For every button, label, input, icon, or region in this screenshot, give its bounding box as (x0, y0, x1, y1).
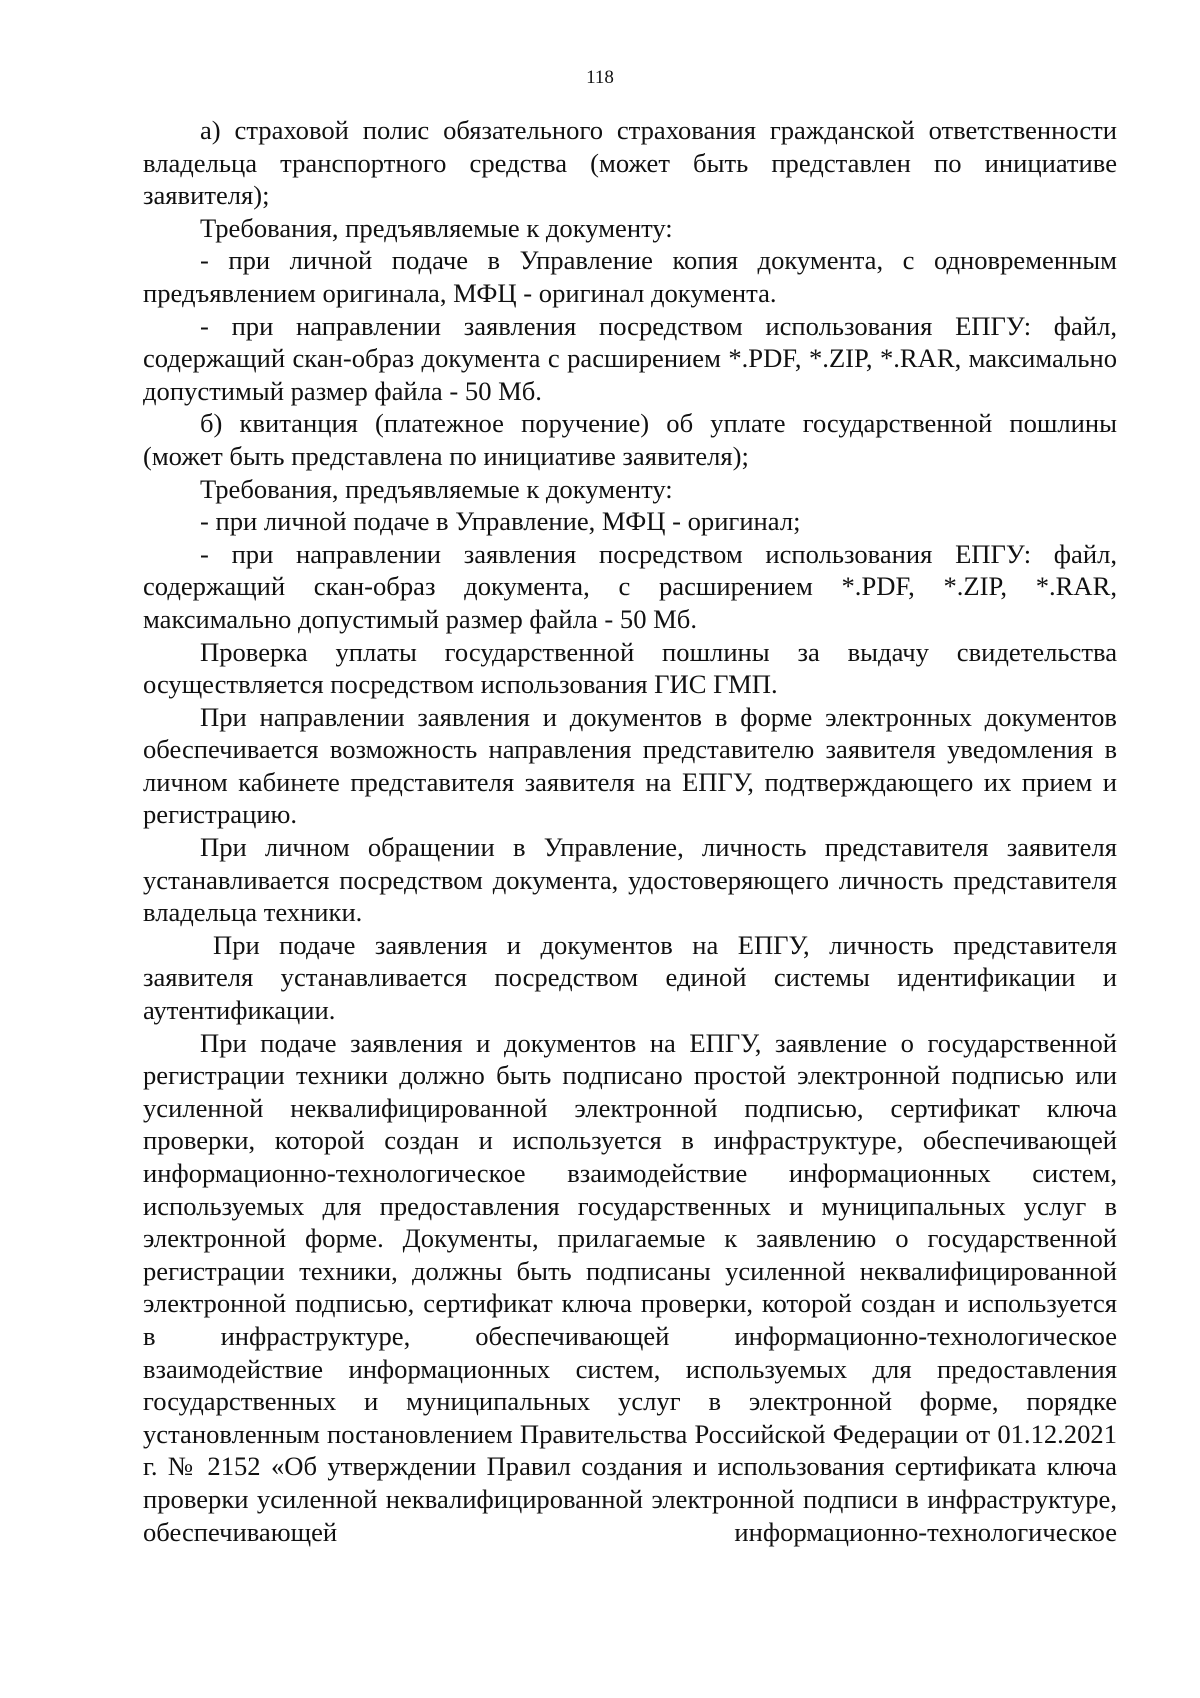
paragraph-personal-submission-1: - при личной подаче в Управление копия документа, с одновременным предъявлением оригинала, МФЦ - оригинал документа. (143, 245, 1117, 308)
paragraph-epgu-submission-2: - при направлении заявления посредством использования ЕПГУ: файл, содержащий скан-образ документа, с расширением *.PDF, *.ZIP, *.RAR, максимально допустимый размер файла - 50 Мб. (143, 538, 1117, 634)
paragraph-personal-submission-2: - при личной подаче в Управление, МФЦ - оригинал; (200, 506, 801, 537)
paragraph-requirements-heading-1: Требования, предъявляемые к документу: (200, 212, 673, 243)
paragraph-requirements-heading-2: Требования, предъявляемые к документу: (200, 473, 673, 504)
page-number: 118 (586, 67, 614, 88)
paragraph-electronic-signature: При подаче заявления и документов на ЕПГУ, заявление о государственной регистрации техники должно быть подписано простой электронной подписью или усиленной неквалифицированной электронной подписью, сертификат ключа проверки, которой создан и используется в инфраструктуре, обеспечивающей информационно-технологическое взаимодействие информационных систем, используемых для предоставления государственных и муниципальных услуг в электронной форме. Документы, прилагаемые к заявлению о государственной регистрации техники, должны быть подписаны усиленной неквалифицированной электронной подписью, сертификат ключа проверки, которой создан и используется в инфраструктуре, обеспечивающей информационно-технологическое взаимодействие информационных систем, используемых для предоставления государственных и муниципальных услуг в электронной форме, порядке установленным постановлением Правительства Российской Федерации от 01.12.2021 г. № 2152 «Об утверждении Правил создания и использования сертификата ключа проверки усиленной неквалифицированной электронной подписи в инфраструктуре, обеспечивающей информационно-технологическое (143, 1027, 1117, 1547)
paragraph-fee-verification: Проверка уплаты государственной пошлины за выдачу свидетельства осуществляется посредством использования ГИС ГМП. (143, 636, 1117, 700)
paragraph-epgu-submission-1: - при направлении заявления посредством использования ЕПГУ: файл, содержащий скан-образ документа с расширением *.PDF, *.ZIP, *.RAR, максимально допустимый размер файла - 50 Мб. (143, 310, 1117, 406)
paragraph-fee-receipt: б) квитанция (платежное поручение) об уплате государственной пошлины (может быть представлена по инициативе заявителя); (143, 408, 1117, 471)
paragraph-electronic-notification: При направлении заявления и документов в форме электронных документов обеспечивается возможность направления представителю заявителя уведомления в личном кабинете представителя заявителя на ЕПГУ, подтверждающего их прием и регистрацию. (143, 701, 1117, 830)
document-body (143, 114, 1117, 1548)
paragraph-epgu-identity: При подаче заявления и документов на ЕПГУ, личность представителя заявителя устанавливается посредством единой системы идентификации и аутентификации. (143, 929, 1117, 1026)
paragraph-personal-identity: При личном обращении в Управление, личность представителя заявителя устанавливается посредством документа, удостоверяющего личность представителя владельца техники. (143, 832, 1117, 928)
paragraph-insurance-policy: а) страховой полис обязательного страхования гражданской ответственности владельца транспортного средства (может быть представлен по инициативе заявителя); (143, 115, 1117, 211)
